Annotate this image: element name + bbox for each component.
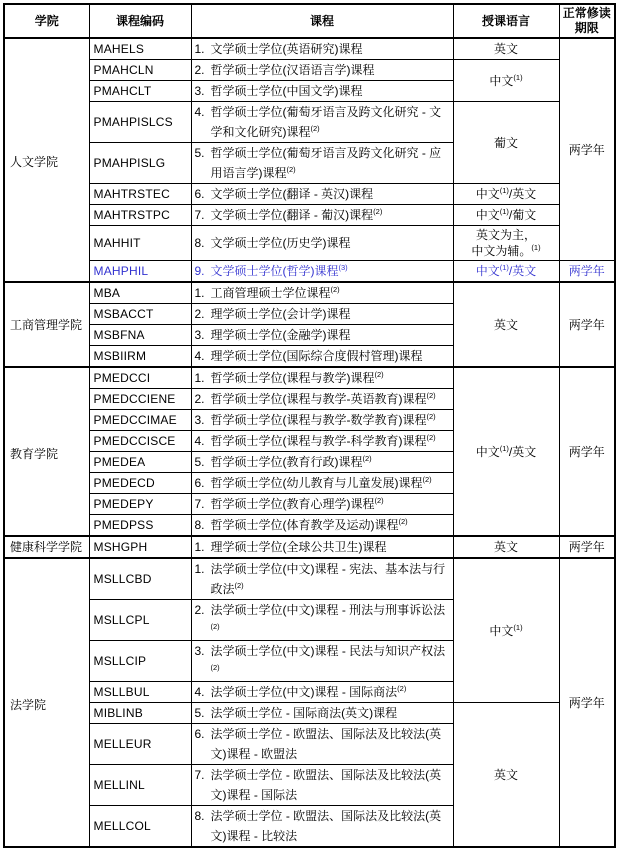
language-cell: 葡文 xyxy=(453,102,559,184)
duration-cell: 两学年 xyxy=(559,367,615,536)
table-row xyxy=(4,703,615,724)
footnote-superscript: (1) xyxy=(499,207,509,216)
course-title: 哲学硕士学位(教育心理学)课程$^{(2)}$ xyxy=(210,496,384,511)
course-title: 法学硕士学位(中文)课程 - 宪法、基本法与行政法$^{(2)}$ xyxy=(210,562,446,596)
course-number: 5. xyxy=(194,146,205,160)
course-number: 8. xyxy=(194,518,205,532)
course-title-cell xyxy=(191,473,453,494)
course-code-cell: MELLINL xyxy=(89,765,191,806)
course-title-cell xyxy=(191,346,453,368)
course-line xyxy=(195,233,450,253)
course-title-cell xyxy=(191,389,453,410)
course-code-cell: PMAHPISLCS xyxy=(89,102,191,143)
course-title-cell xyxy=(191,226,453,261)
course-number: 2. xyxy=(194,392,205,406)
course-number: 5. xyxy=(194,706,205,720)
course-title: 理学硕士学位(金融学)课程 xyxy=(210,328,351,342)
course-number: 2. xyxy=(194,307,205,321)
course-number: 2. xyxy=(194,603,205,617)
course-title: 法学硕士学位(中文)课程 - 国际商法$^{(2)}$ xyxy=(210,684,407,699)
course-title-cell xyxy=(191,143,453,184)
course-title: 哲学硕士学位(幼儿教育与儿童发展)课程$^{(2)}$ xyxy=(210,475,432,490)
course-title-cell xyxy=(191,452,453,473)
course-title-cell xyxy=(191,765,453,806)
college-cell: 人文学院 xyxy=(4,38,89,282)
course-title-cell xyxy=(191,494,453,515)
course-number: 5. xyxy=(194,455,205,469)
header-row xyxy=(4,4,615,38)
header-college: 学院 xyxy=(4,4,89,38)
course-number: 4. xyxy=(194,434,205,448)
course-code-cell: MSLLCPL xyxy=(89,600,191,641)
course-number: 8. xyxy=(194,236,205,250)
footnote-superscript: (2) xyxy=(374,496,384,505)
course-number: 4. xyxy=(194,685,205,699)
course-title-cell xyxy=(191,282,453,304)
table-row xyxy=(4,38,615,60)
course-code-cell: MBA xyxy=(89,282,191,304)
course-title-cell xyxy=(191,261,453,283)
course-line xyxy=(195,494,450,514)
course-title: 哲学硕士学位(课程与教学)课程$^{(2)}$ xyxy=(210,370,384,385)
table-row xyxy=(4,102,615,143)
course-line xyxy=(195,81,450,101)
table-body xyxy=(4,38,615,847)
course-title: 法学硕士学位 - 欧盟法、国际法及比较法(英文)课程 - 比较法 xyxy=(210,809,442,843)
course-title-cell xyxy=(191,304,453,325)
course-title-cell xyxy=(191,682,453,703)
course-title-cell xyxy=(191,600,453,641)
footnote-superscript: (2) xyxy=(286,165,296,174)
language-cell: 中文$^{(1)}$ xyxy=(453,558,559,703)
course-title: 法学硕士学位(中文)课程 - 刑法与刑事诉讼法$^{(2)}$ xyxy=(210,603,446,631)
table-row xyxy=(4,205,615,226)
course-title-cell xyxy=(191,641,453,682)
course-title: 文学硕士学位(哲学)课程$^{(3)}$ xyxy=(210,263,348,278)
course-code-cell: MAHTRSTEC xyxy=(89,184,191,205)
course-title: 文学硕士学位(翻译 - 英汉)课程 xyxy=(210,187,374,201)
table-row xyxy=(4,367,615,389)
header-language: 授课语言 xyxy=(453,4,559,38)
course-code-cell: PMEDCCIENE xyxy=(89,389,191,410)
course-number: 3. xyxy=(194,413,205,427)
course-line xyxy=(195,39,450,59)
course-title: 哲学硕士学位(葡萄牙语言及跨文化研究 - 文学和文化研究)课程$^{(2)}$ xyxy=(210,105,442,139)
course-title-cell xyxy=(191,184,453,205)
college-cell: 工商管理学院 xyxy=(4,282,89,367)
course-number: 3. xyxy=(194,84,205,98)
course-title-cell xyxy=(191,38,453,60)
duration-cell: 两学年 xyxy=(559,558,615,847)
college-cell: 法学院 xyxy=(4,558,89,847)
footnote-superscript: (2) xyxy=(373,207,383,216)
course-title: 理学硕士学位(会计学)课程 xyxy=(210,307,351,321)
course-line xyxy=(195,410,450,430)
course-line xyxy=(195,600,450,640)
course-line xyxy=(195,304,450,324)
course-number: 2. xyxy=(194,63,205,77)
course-code-cell: MSHGPH xyxy=(89,536,191,558)
course-number: 1. xyxy=(194,42,205,56)
language-cell: 中文$^{(1)}$/英文 xyxy=(453,261,559,283)
course-number: 1. xyxy=(194,562,205,576)
footnote-superscript: (2) xyxy=(210,622,220,631)
course-number: 6. xyxy=(194,727,205,741)
table-row xyxy=(4,226,615,261)
course-line xyxy=(195,184,450,204)
course-title: 哲学硕士学位(课程与教学-数学教育)课程$^{(2)}$ xyxy=(210,412,436,427)
duration-cell: 两学年 xyxy=(559,536,615,558)
table-row xyxy=(4,558,615,600)
language-cell: 中文$^{(1)}$/英文 xyxy=(453,367,559,536)
course-title: 哲学硕士学位(中国文学)课程 xyxy=(210,84,363,98)
course-line xyxy=(195,806,450,846)
course-title-cell xyxy=(191,431,453,452)
footnote-superscript: (2) xyxy=(310,124,320,133)
course-title: 哲学硕士学位(课程与教学-英语教育)课程$^{(2)}$ xyxy=(210,391,436,406)
course-title-cell xyxy=(191,536,453,558)
course-code-cell: MIBLINB xyxy=(89,703,191,724)
course-line xyxy=(195,60,450,80)
footnote-superscript: (1) xyxy=(513,622,523,632)
duration-cell: 两学年 xyxy=(559,282,615,367)
footnote-superscript: (2) xyxy=(330,285,340,294)
header-course: 课程 xyxy=(191,4,453,38)
language-cell: 英文为主， 中文为辅。$^{(1)}$ xyxy=(453,226,559,261)
course-title: 文学硕士学位(历史学)课程 xyxy=(210,236,351,250)
course-line xyxy=(195,102,450,142)
course-title-cell xyxy=(191,724,453,765)
course-code-cell: MSBIIRM xyxy=(89,346,191,368)
course-title-cell xyxy=(191,60,453,81)
course-title: 文学硕士学位(翻译 - 葡汉)课程$^{(2)}$ xyxy=(210,207,383,222)
language-cell: 中文$^{(1)}$/葡文 xyxy=(453,205,559,226)
course-line xyxy=(195,452,450,472)
course-title-cell xyxy=(191,515,453,537)
course-number: 4. xyxy=(194,105,205,119)
course-title-cell xyxy=(191,703,453,724)
course-number: 6. xyxy=(194,476,205,490)
course-code-cell: PMEDCCIMAE xyxy=(89,410,191,431)
footnote-superscript: (1) xyxy=(513,72,523,82)
course-number: 7. xyxy=(194,497,205,511)
course-code-cell: PMAHCLN xyxy=(89,60,191,81)
course-title: 哲学硕士学位(汉语语言学)课程 xyxy=(210,63,375,77)
course-number: 8. xyxy=(194,809,205,823)
course-title-cell xyxy=(191,81,453,102)
course-title: 法学硕士学位(中文)课程 - 民法与知识产权法$^{(2)}$ xyxy=(210,644,446,672)
table-row xyxy=(4,282,615,304)
course-code-cell: PMAHCLT xyxy=(89,81,191,102)
course-title: 文学硕士学位(英语研究)课程 xyxy=(210,42,363,56)
language-cell: 中文$^{(1)}$ xyxy=(453,60,559,102)
footnote-superscript: (1) xyxy=(499,263,509,272)
language-cell: 中文$^{(1)}$/英文 xyxy=(453,184,559,205)
footnote-superscript: (2) xyxy=(234,581,244,590)
footnote-superscript: (2) xyxy=(426,433,436,442)
footnote-superscript: (2) xyxy=(362,454,372,463)
course-number: 6. xyxy=(194,187,205,201)
course-line xyxy=(195,389,450,409)
course-title: 法学硕士学位 - 欧盟法、国际法及比较法(英文)课程 - 欧盟法 xyxy=(210,727,442,761)
course-number: 7. xyxy=(194,768,205,782)
course-line xyxy=(195,703,450,723)
footnote-superscript: (3) xyxy=(338,263,348,272)
footnote-superscript: (2) xyxy=(398,517,408,526)
course-title: 理学硕士学位(国际综合度假村管理)课程 xyxy=(210,349,423,363)
footnote-superscript: (2) xyxy=(397,684,407,693)
course-title-cell xyxy=(191,558,453,600)
course-code-cell: MAHHIT xyxy=(89,226,191,261)
footnote-superscript: (2) xyxy=(426,391,436,400)
course-code-cell: PMAHPISLG xyxy=(89,143,191,184)
course-title: 哲学硕士学位(体育教学及运动)课程$^{(2)}$ xyxy=(210,517,408,532)
table-row xyxy=(4,184,615,205)
footnote-superscript: (2) xyxy=(422,475,432,484)
course-code-cell: PMEDCCISCE xyxy=(89,431,191,452)
course-line xyxy=(195,283,450,303)
course-title-cell xyxy=(191,205,453,226)
course-title-cell xyxy=(191,410,453,431)
course-title-cell xyxy=(191,806,453,848)
course-title: 哲学硕士学位(教育行政)课程$^{(2)}$ xyxy=(210,454,372,469)
programmes-table xyxy=(3,3,616,848)
course-title-cell xyxy=(191,367,453,389)
table-row xyxy=(4,261,615,283)
course-title: 哲学硕士学位(葡萄牙语言及跨文化研究 - 应用语言学)课程$^{(2)}$ xyxy=(210,146,442,180)
course-number: 1. xyxy=(194,540,205,554)
course-code-cell: MSBFNA xyxy=(89,325,191,346)
course-code-cell: MSLLCIP xyxy=(89,641,191,682)
course-number: 1. xyxy=(194,286,205,300)
table-row xyxy=(4,60,615,81)
footnote-superscript: (1) xyxy=(499,186,509,195)
course-number: 4. xyxy=(194,349,205,363)
course-code-cell: MSLLBUL xyxy=(89,682,191,703)
course-code-cell: PMEDECD xyxy=(89,473,191,494)
footnote-superscript: (2) xyxy=(210,663,220,672)
course-code-cell: PMEDPSS xyxy=(89,515,191,537)
course-line xyxy=(195,473,450,493)
course-code-cell: MAHTRSTPC xyxy=(89,205,191,226)
course-line xyxy=(195,205,450,225)
table-row xyxy=(4,536,615,558)
course-code-cell: PMEDEPY xyxy=(89,494,191,515)
course-line xyxy=(195,724,450,764)
course-number: 3. xyxy=(194,644,205,658)
course-code-cell: MAHPHIL xyxy=(89,261,191,283)
course-title: 理学硕士学位(全球公共卫生)课程 xyxy=(210,540,387,554)
course-title-cell xyxy=(191,102,453,143)
course-title-cell xyxy=(191,325,453,346)
course-line xyxy=(195,325,450,345)
course-code-cell: MELLEUR xyxy=(89,724,191,765)
course-line xyxy=(195,431,450,451)
course-code-cell: MSBACCT xyxy=(89,304,191,325)
course-line xyxy=(195,641,450,681)
language-cell: 英文 xyxy=(453,703,559,848)
course-title: 法学硕士学位 - 欧盟法、国际法及比较法(英文)课程 - 国际法 xyxy=(210,768,442,802)
course-code-cell: PMEDCCI xyxy=(89,367,191,389)
duration-cell: 两学年 xyxy=(559,38,615,261)
college-cell: 健康科学学院 xyxy=(4,536,89,558)
course-number: 3. xyxy=(194,328,205,342)
course-line xyxy=(195,559,450,599)
footnote-superscript: (1) xyxy=(499,443,509,453)
course-number: 1. xyxy=(194,371,205,385)
course-code-cell: MELLCOL xyxy=(89,806,191,848)
course-line xyxy=(195,515,450,535)
course-line xyxy=(195,143,450,183)
course-title: 哲学硕士学位(课程与教学-科学教育)课程$^{(2)}$ xyxy=(210,433,436,448)
language-cell: 英文 xyxy=(453,536,559,558)
course-number: 7. xyxy=(194,208,205,222)
course-title: 工商管理硕士学位课程$^{(2)}$ xyxy=(210,285,340,300)
course-code-cell: MAHELS xyxy=(89,38,191,60)
footnote-superscript: (2) xyxy=(426,412,436,421)
footnote-superscript: (2) xyxy=(374,370,384,379)
course-number: 9. xyxy=(194,264,205,278)
header-code: 课程编码 xyxy=(89,4,191,38)
duration-cell: 两学年 xyxy=(559,261,615,283)
footnote-superscript: (1) xyxy=(531,243,541,252)
course-line xyxy=(195,765,450,805)
college-cell: 教育学院 xyxy=(4,367,89,536)
course-line xyxy=(195,346,450,366)
header-duration: 正常修读期限 xyxy=(559,4,615,38)
course-title: 法学硕士学位 - 国际商法(英文)课程 xyxy=(210,706,398,720)
course-line xyxy=(195,368,450,388)
language-cell: 英文 xyxy=(453,38,559,60)
course-line xyxy=(195,682,450,702)
course-code-cell: PMEDEA xyxy=(89,452,191,473)
course-code-cell: MSLLCBD xyxy=(89,558,191,600)
course-line xyxy=(195,261,450,281)
course-line xyxy=(195,537,450,557)
language-cell: 英文 xyxy=(453,282,559,367)
